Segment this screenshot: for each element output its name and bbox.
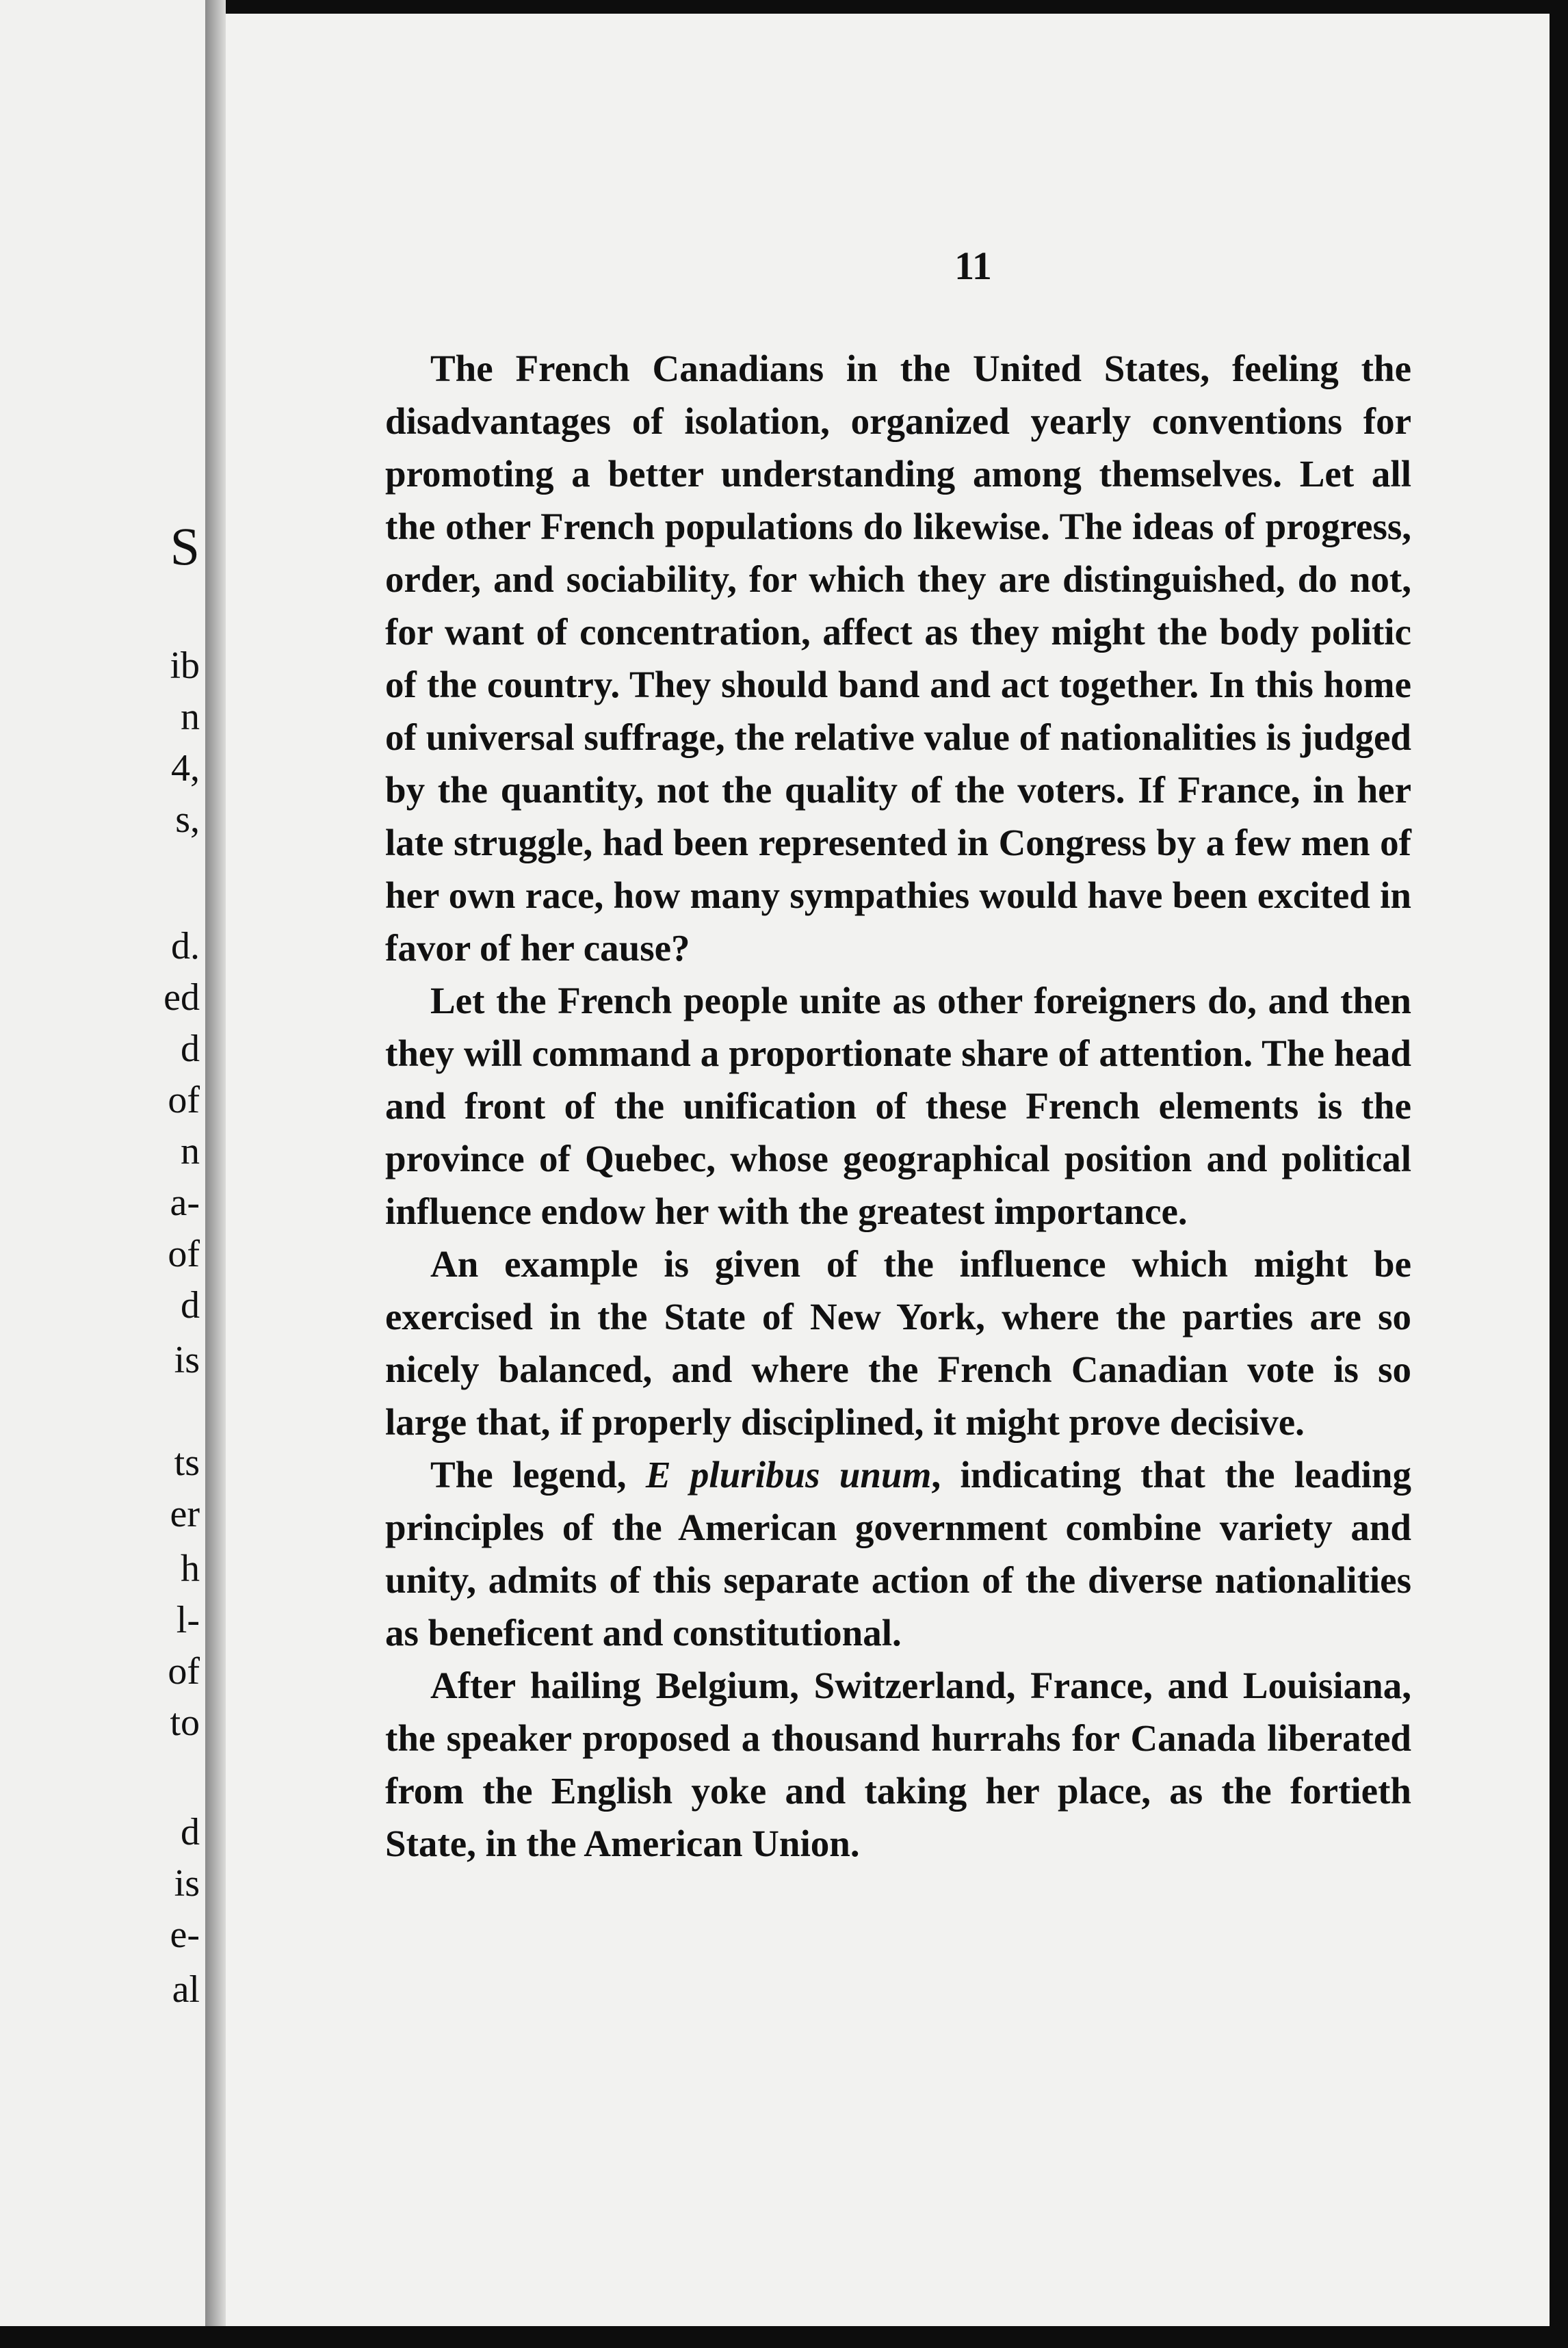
left-fragment: ed bbox=[164, 976, 200, 1019]
left-fragment: l- bbox=[176, 1599, 200, 1641]
left-fragment: s, bbox=[175, 798, 200, 841]
left-fragment: ib bbox=[170, 644, 200, 687]
left-fragment: n bbox=[181, 1130, 200, 1173]
left-fragment: d. bbox=[171, 925, 200, 967]
paragraph: An example is given of the influence which might be exercised in the State of New York, where the parties are so nicely balanced, and where the French Canadian vote is so large that, if properly disciplined, it might prove decisive. bbox=[385, 1243, 1411, 1443]
legend-paragraph bbox=[385, 1448, 1411, 1659]
scan-bottom-edge bbox=[0, 2326, 1568, 2348]
latin-motto: E pluribus unum bbox=[645, 1454, 932, 1496]
paragraph: After hailing Belgium, Switzerland, France, and Louisiana, the speaker proposed a thousand hurrahs for Canada liberated from the English yoke and taking her place, as the fortieth State, in the American Union. bbox=[385, 1665, 1411, 1864]
left-fragment: e- bbox=[170, 1914, 200, 1956]
left-fragment: of bbox=[168, 1233, 200, 1275]
legend-text-before: The legend, bbox=[430, 1454, 646, 1496]
left-fragment: 4, bbox=[171, 747, 200, 790]
left-fragment: of bbox=[168, 1079, 200, 1121]
left-fragment: is bbox=[174, 1862, 200, 1905]
left-page-fragment bbox=[0, 0, 207, 2326]
left-fragment: S bbox=[170, 517, 200, 576]
book-gutter bbox=[205, 0, 226, 2326]
main-page bbox=[226, 14, 1550, 2326]
page-number: 11 bbox=[954, 244, 992, 288]
left-fragment: er bbox=[170, 1493, 200, 1535]
left-fragment: h bbox=[181, 1548, 200, 1590]
left-fragment: d bbox=[181, 1284, 200, 1327]
left-fragment: n bbox=[181, 696, 200, 738]
left-fragment: al bbox=[172, 1968, 200, 2011]
left-fragment: d bbox=[181, 1028, 200, 1070]
left-fragment: of bbox=[168, 1650, 200, 1693]
legend-text-after: , indicating that the leading principles of the American government combine variety and unity, admits of this separate action of the diverse nationalities as beneficent and constitutional. bbox=[385, 1454, 1412, 1654]
left-fragment: ts bbox=[174, 1442, 200, 1484]
left-fragment: to bbox=[170, 1701, 200, 1744]
left-fragment: d bbox=[181, 1811, 200, 1853]
left-page-text-edge bbox=[0, 0, 205, 2326]
paragraph: The French Canadians in the United States, feeling the disadvantages of isolation, organized yearly conventions for promoting a better understanding among themselves. Let all the other French populations do likewise. The ideas of progress, order, and sociability, for which they are distinguished, do not, for want of concentration, affect as they might the body politic of the country. They should band and act together. In this home of universal suffrage, the relative value of nationalities is judged by the quantity, not the quality of the voters. If France, in her late struggle, had been represented in Congress by a few men of her own race, how many sympathies would have been excited in favor of her cause? bbox=[385, 348, 1411, 969]
left-fragment: is bbox=[174, 1339, 200, 1381]
body-text bbox=[385, 342, 1411, 1870]
left-fragment: a- bbox=[170, 1182, 200, 1224]
paragraph: Let the French people unite as other foreigners do, and then they will command a proportionate share of attention. The head and front of the unification of these French elements is the province of Quebec, whose geographical position and political influence endow her with the greatest importance. bbox=[385, 980, 1411, 1232]
